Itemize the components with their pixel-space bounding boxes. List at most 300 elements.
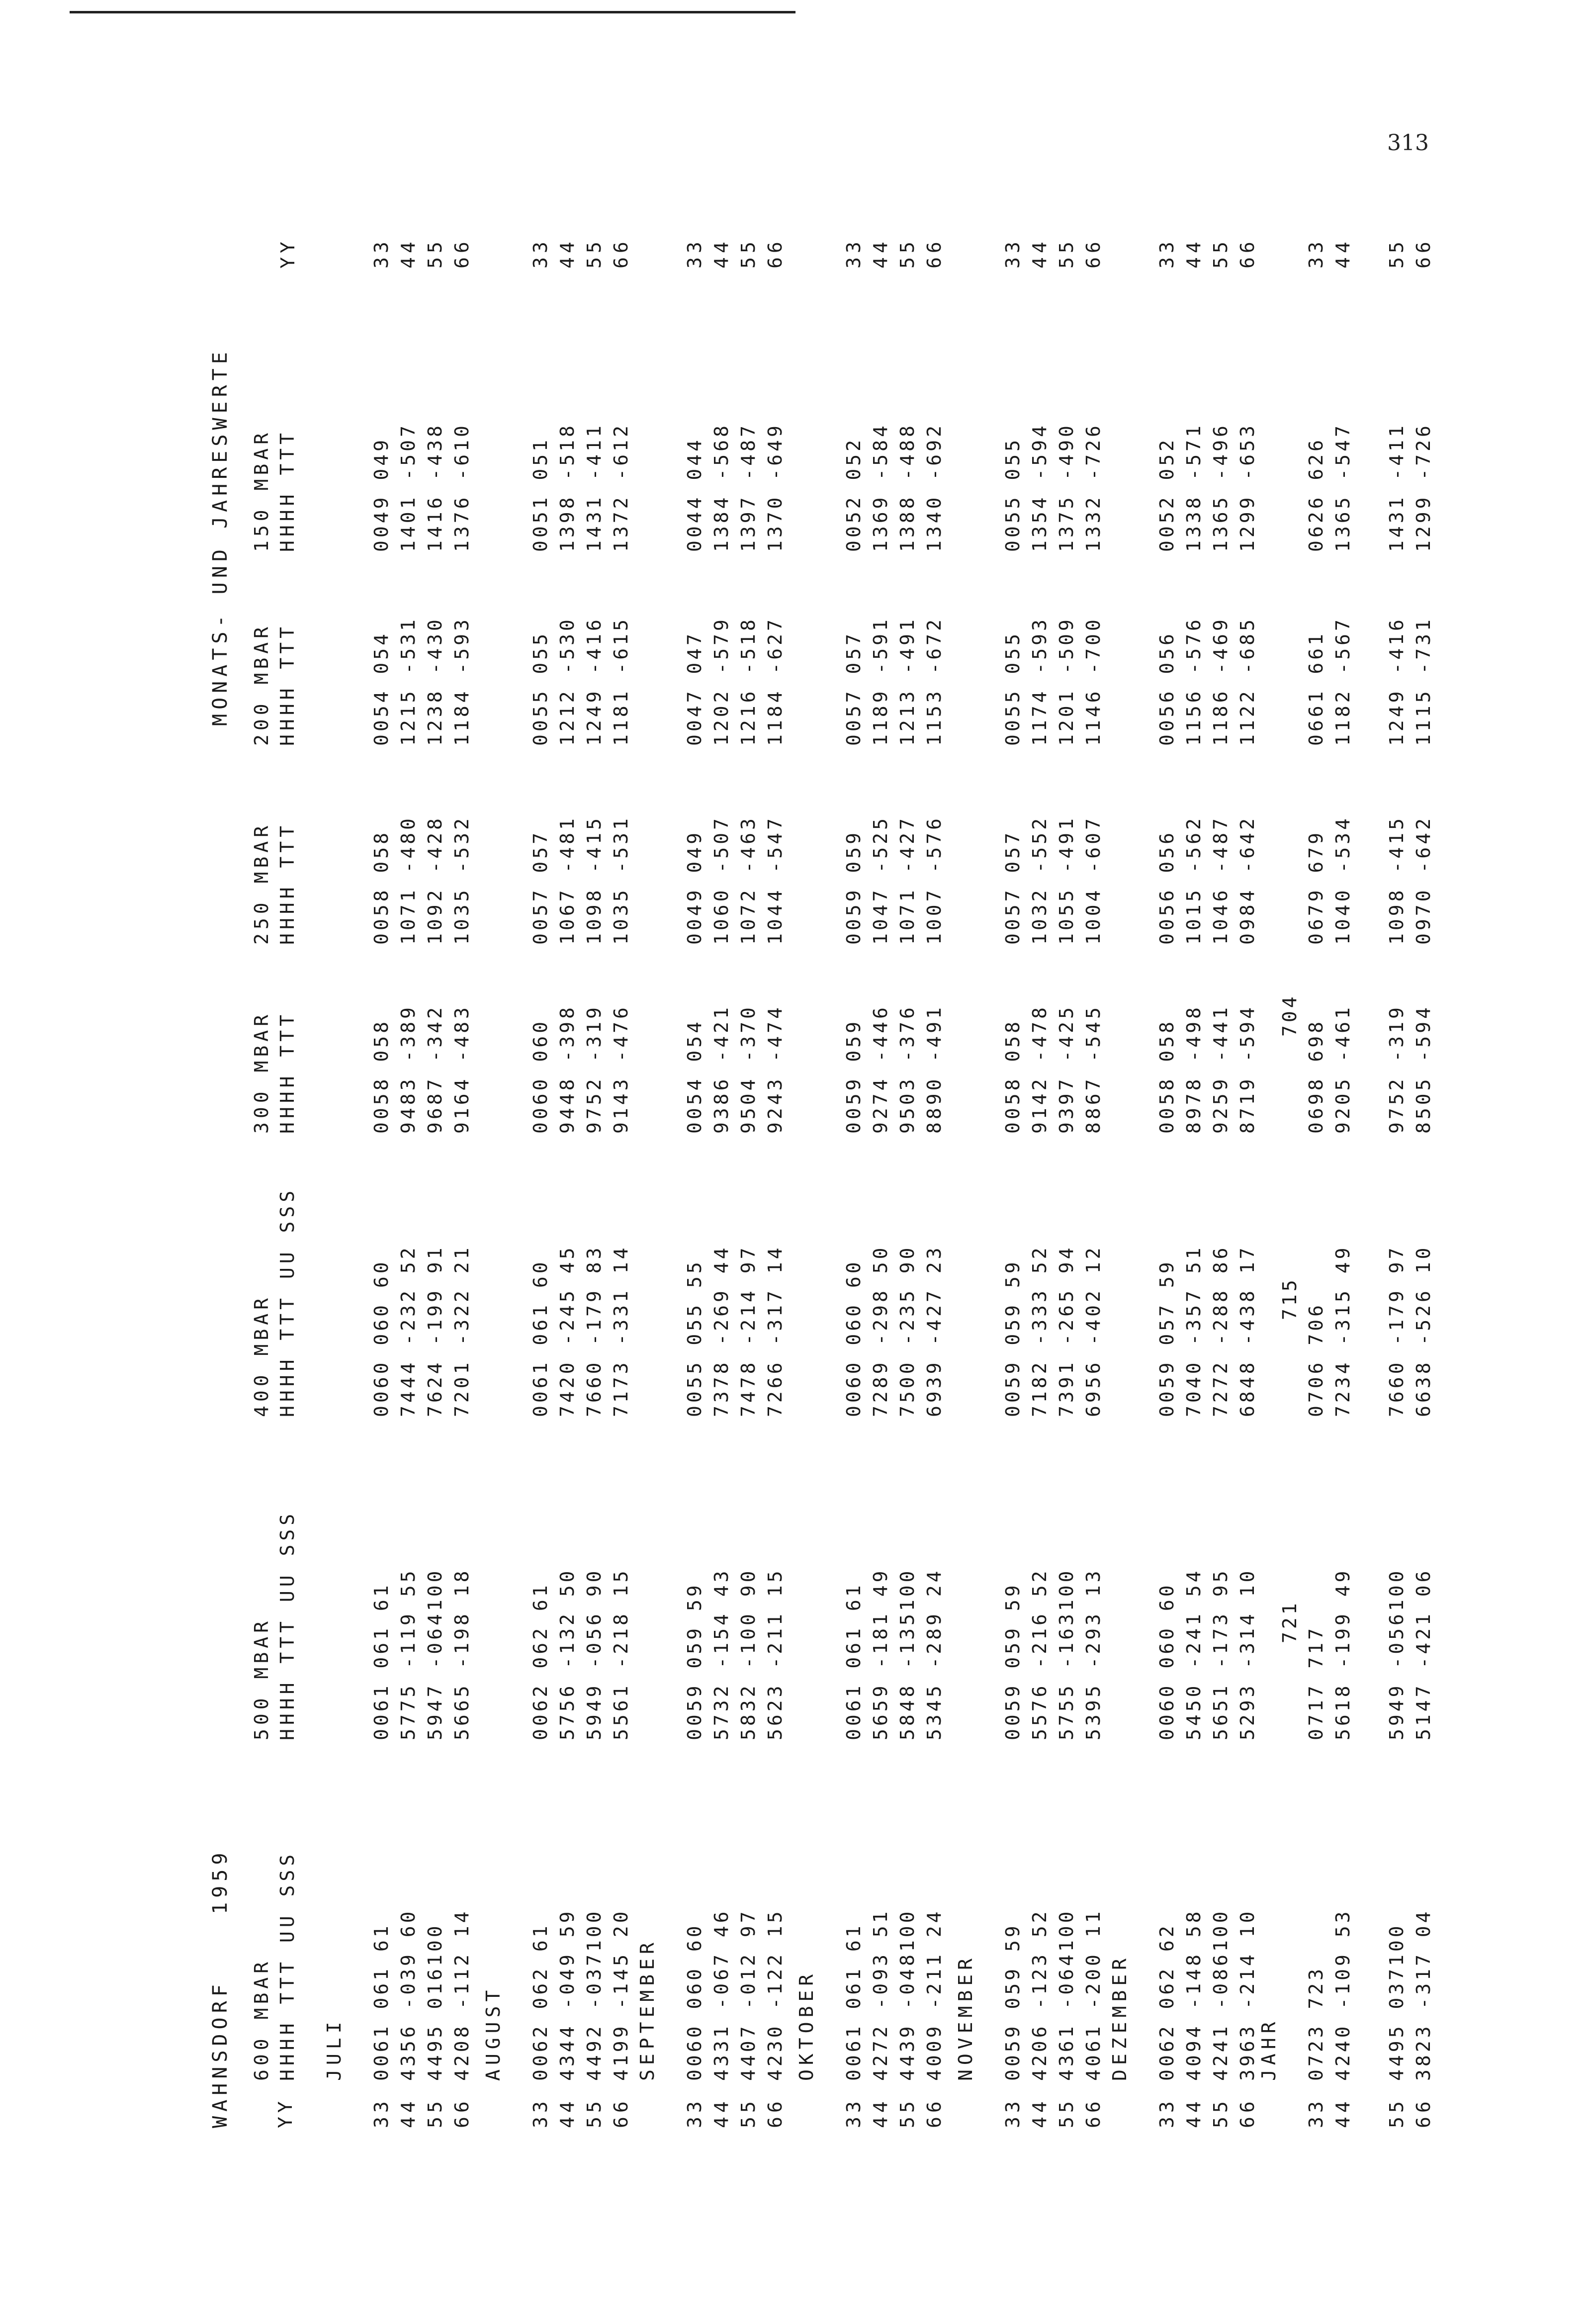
data-row: 9397 -425	[1056, 1004, 1077, 1134]
data-row: 1146 -700	[1082, 617, 1104, 746]
data-row: 9205 -461	[1332, 1004, 1354, 1134]
data-row: 4240 -109 53	[1332, 1908, 1354, 2081]
data-row: 1098 -415	[1386, 815, 1408, 945]
data-row: 4094 -148 58	[1183, 1908, 1205, 2081]
data-block-p150	[681, 423, 789, 552]
month-name: NOVEMBER	[955, 1954, 976, 2081]
yy-values	[840, 2097, 948, 2128]
column-header-400	[249, 1187, 300, 1417]
yy-values	[999, 2097, 1107, 2128]
data-row: 1071 -480	[397, 815, 419, 945]
data-row: 1372 -612	[610, 423, 632, 552]
column-header-150	[249, 429, 300, 552]
data-row: 0062 062 61	[530, 1923, 551, 2081]
data-row: 1365 -496	[1210, 423, 1232, 552]
yy-value: 55	[583, 238, 605, 268]
data-row: 4206 -123 52	[1029, 1908, 1051, 2081]
data-row: 0061 061 61	[843, 1582, 865, 1740]
data-row: 0059 057 59	[1156, 1259, 1178, 1417]
data-block-p300	[840, 1004, 948, 1134]
data-block-p250	[999, 815, 1107, 945]
yy-values-right	[1153, 238, 1261, 268]
data-row: 4061 -200 11	[1082, 1908, 1104, 2081]
data-row: 0061 061 61	[370, 1923, 392, 2081]
data-row: 9483 -389	[397, 1004, 419, 1134]
data-row: 1153 -672	[923, 617, 945, 746]
data-row: 0057 057	[1002, 829, 1024, 945]
yy-value: 44	[870, 238, 891, 268]
month-block-november	[955, 219, 1114, 2148]
yy-value	[1356, 2097, 1383, 2128]
yy-value: 33	[530, 238, 551, 268]
data-row: 4495 037100	[1386, 1923, 1408, 2081]
data-row: 9142 -478	[1029, 1004, 1051, 1134]
data-row: 4495 016100	[424, 1923, 446, 2081]
data-row: 1035 -531	[610, 815, 632, 945]
data-row: 0057 057	[530, 829, 551, 945]
data-row: 1186 -469	[1210, 617, 1232, 746]
data-row: 3823 -317 04	[1413, 1908, 1434, 2081]
data-row: 0060 060 60	[370, 1259, 392, 1417]
field-codes-label: HHHH TTT UU SSS	[276, 1186, 298, 1417]
column-header-600	[249, 1851, 300, 2081]
month-name: OKTOBER	[795, 1969, 817, 2081]
data-block-p600	[1153, 1908, 1261, 2081]
yy-value: 44	[710, 238, 732, 268]
data-row: 9752 -319	[1386, 1004, 1408, 1134]
data-row: 1375 -490	[1056, 423, 1077, 552]
data-row: 0060 060 60	[1156, 1582, 1178, 1740]
data-row: 1040 -534	[1332, 815, 1354, 945]
yy-value: 66	[1082, 2097, 1104, 2128]
pressure-level-label: 150 MBAR	[251, 429, 272, 552]
data-row: 4492 -037100	[583, 1908, 605, 2081]
data-row: 1202 -579	[710, 617, 732, 746]
column-header-500	[249, 1510, 300, 1740]
data-row: 1216 -518	[737, 617, 759, 746]
data-row: 0049 049	[370, 437, 392, 552]
data-row: 1376 -610	[451, 423, 473, 552]
yy-value: 44	[556, 2097, 578, 2128]
yy-value	[1356, 238, 1383, 268]
pressure-level-label: 400 MBAR	[251, 1294, 272, 1417]
yy-values	[527, 2097, 634, 2128]
data-row	[1356, 423, 1383, 552]
data-row: 1212 -530	[556, 617, 578, 746]
column-header-250	[249, 822, 300, 945]
data-block-p250	[527, 815, 634, 945]
data-row: 7660 -179 83	[583, 1245, 605, 1417]
data-row: 1369 -584	[870, 423, 891, 552]
yy-values	[368, 2097, 475, 2128]
data-block-p150	[840, 423, 948, 552]
data-block-p200	[1303, 617, 1437, 746]
data-block-p200	[999, 617, 1107, 746]
data-row: 1354 -594	[1029, 423, 1051, 552]
yy-value: 44	[1029, 238, 1051, 268]
data-row: 1004 -607	[1082, 815, 1104, 945]
data-row: 4331 -067 46	[710, 1908, 732, 2081]
data-row: 7378 -269 44	[710, 1245, 732, 1417]
data-row: 0970 -642	[1413, 815, 1434, 945]
data-row: 0059 059	[843, 1018, 865, 1134]
data-block-p500	[681, 1568, 789, 1740]
data-row: 1044 -547	[764, 815, 786, 945]
data-row: 0723 723	[1305, 1966, 1327, 2081]
data-block-p300	[368, 1004, 475, 1134]
data-row: 4356 -039 60	[397, 1908, 419, 2081]
data-row: 5618 -199 49	[1332, 1568, 1354, 1740]
data-row: 9504 -370	[737, 1004, 759, 1134]
data-row: 1047 -525	[870, 815, 891, 945]
data-row: 1249 -416	[1386, 617, 1408, 746]
data-block-p400	[999, 1245, 1107, 1417]
data-block-p300	[527, 1004, 634, 1134]
data-row: 5293 -314 10	[1237, 1568, 1258, 1740]
data-row: 1201 -509	[1056, 617, 1077, 746]
data-row: 1338 -571	[1183, 423, 1205, 552]
data-block-p600	[840, 1908, 948, 2081]
data-row: 1401 -507	[397, 423, 419, 552]
yy-value: 55	[424, 2097, 446, 2128]
field-codes-label: HHHH TTT	[276, 623, 298, 746]
data-block-p200	[1153, 617, 1261, 746]
data-row: 5450 -241 54	[1183, 1568, 1205, 1740]
yy-value: 44	[870, 2097, 891, 2128]
station-name: WAHNSDORF	[209, 1980, 232, 2128]
data-row: 1115 -731	[1413, 617, 1434, 746]
data-row: 1072 -463	[737, 815, 759, 945]
data-row	[1356, 1568, 1383, 1740]
data-row: 1046 -487	[1210, 815, 1232, 945]
data-row: 5147 -421 06	[1413, 1568, 1434, 1740]
data-block-p600	[527, 1908, 634, 2081]
data-row: 1007 -576	[923, 815, 945, 945]
data-row: 1365 -547	[1332, 423, 1354, 552]
yy-value: 33	[370, 238, 392, 268]
month-name: AUGUST	[482, 1985, 504, 2081]
data-row: 0061 061 61	[370, 1582, 392, 1740]
data-row: 5651 -173 95	[1210, 1568, 1232, 1740]
data-row: 4407 -012 97	[737, 1908, 759, 2081]
data-row: 0055 055	[1002, 437, 1024, 552]
data-block-p150	[368, 423, 475, 552]
data-block-p500	[840, 1568, 948, 1740]
data-row: 1181 -615	[610, 617, 632, 746]
yy-value: 33	[684, 238, 706, 268]
data-row: 1431 -411	[1386, 423, 1408, 552]
page-number: 313	[1387, 130, 1429, 156]
data-row: 1156 -576	[1183, 617, 1205, 746]
data-row: 9164 -483	[451, 1004, 473, 1134]
pressure-level-label: 500 MBAR	[251, 1617, 272, 1740]
yy-value: 66	[923, 238, 945, 268]
data-row: 9243 -474	[764, 1004, 786, 1134]
yy-value: 55	[424, 238, 446, 268]
data-row: 1055 -491	[1056, 815, 1077, 945]
data-block-p600	[1303, 1908, 1437, 2081]
data-block-p400	[681, 1245, 789, 1417]
data-row: 1184 -593	[451, 617, 473, 746]
field-codes-label: HHHH TTT UU SSS	[276, 1510, 298, 1740]
data-row: 5623 -211 15	[764, 1568, 786, 1740]
data-row: 1032 -552	[1029, 815, 1051, 945]
pressure-level-label: 600 MBAR	[251, 1958, 272, 2081]
data-row: 0055 055 55	[684, 1259, 706, 1417]
yy-value: 66	[610, 238, 632, 268]
data-row: 7201 -322 21	[451, 1245, 473, 1417]
yy-value: 33	[530, 2097, 551, 2128]
yy-value: 55	[1056, 2097, 1077, 2128]
month-block-oktober	[795, 219, 955, 2148]
yy-value: 55	[583, 2097, 605, 2128]
data-block-p400	[840, 1245, 948, 1417]
sss-value-600: 721	[1279, 1600, 1301, 1643]
column-header-200	[249, 623, 300, 746]
data-row: 3963 -214 10	[1237, 1908, 1258, 2081]
data-row: 4344 -049 59	[556, 1908, 578, 2081]
data-row: 6956 -402 12	[1082, 1245, 1104, 1417]
data-row: 7272 -288 86	[1210, 1245, 1232, 1417]
data-block-p500	[527, 1568, 634, 1740]
pressure-level-label: 200 MBAR	[251, 623, 272, 746]
data-row: 0049 049	[684, 829, 706, 945]
data-row: 5755 -163100	[1056, 1568, 1077, 1740]
data-row: 0061 061 61	[843, 1923, 865, 2081]
data-row: 0984 -642	[1237, 815, 1258, 945]
data-row	[1356, 1004, 1383, 1134]
yy-value: 44	[397, 2097, 419, 2128]
data-row: 1122 -685	[1237, 617, 1258, 746]
yy-values-right	[681, 238, 789, 268]
data-row: 0052 052	[1156, 437, 1178, 552]
data-row: 9503 -376	[896, 1004, 918, 1134]
data-row: 1182 -567	[1332, 617, 1354, 746]
data-block-p500	[368, 1568, 475, 1740]
month-block-jahr	[1258, 219, 1434, 2148]
month-name: DEZEMBER	[1109, 1954, 1131, 2081]
data-row: 1067 -481	[556, 815, 578, 945]
field-codes-label: HHHH TTT UU SSS	[276, 1850, 298, 2081]
yy-value: 55	[1386, 2097, 1408, 2128]
data-row: 5665 -198 18	[451, 1568, 473, 1740]
data-block-p400	[527, 1245, 634, 1417]
yy-value: 33	[1002, 2097, 1024, 2128]
data-row: 5395 -293 13	[1082, 1568, 1104, 1740]
data-row: 1299 -726	[1413, 423, 1434, 552]
yy-value: 55	[896, 2097, 918, 2128]
yy-values-right	[999, 238, 1107, 268]
yy-value: 66	[451, 2097, 473, 2128]
yy-value: 55	[737, 2097, 759, 2128]
yy-values-right	[840, 238, 948, 268]
report-title: MONATS- UND JAHRESWERTE	[209, 348, 232, 726]
yy-values-right	[368, 238, 475, 268]
yy-value: 44	[1332, 2097, 1354, 2128]
data-row: 0059 059 59	[1002, 1582, 1024, 1740]
data-row: 1174 -593	[1029, 617, 1051, 746]
yy-value: 66	[1082, 238, 1104, 268]
column-header-300	[249, 1011, 300, 1134]
data-row: 0055 055	[530, 630, 551, 746]
data-row: 4439 -048100	[896, 1908, 918, 2081]
data-block-p200	[681, 617, 789, 746]
top-rule	[70, 11, 795, 13]
report-year: 1959	[209, 1848, 232, 1914]
data-row: 8505 -594	[1413, 1004, 1434, 1134]
data-row: 0626 626	[1305, 437, 1327, 552]
data-row: 5659 -181 49	[870, 1568, 891, 1740]
yy-column-header-right: YY	[277, 238, 299, 268]
data-row: 0056 056	[1156, 630, 1178, 746]
data-row	[1356, 617, 1383, 746]
data-row: 4208 -112 14	[451, 1908, 473, 2081]
data-row: 0059 059	[843, 829, 865, 945]
data-row: 1098 -415	[583, 815, 605, 945]
data-block-p250	[840, 815, 948, 945]
data-block-p300	[1303, 1004, 1437, 1134]
pressure-level-label: 250 MBAR	[251, 821, 272, 945]
data-block-p500	[1153, 1568, 1261, 1740]
data-row: 0047 047	[684, 630, 706, 746]
month-block-september	[636, 219, 795, 2148]
data-row: 7500 -235 90	[896, 1245, 918, 1417]
data-block-p250	[1303, 815, 1437, 945]
yy-value: 33	[843, 238, 865, 268]
data-block-p150	[999, 423, 1107, 552]
data-row: 9143 -476	[610, 1004, 632, 1134]
data-row: 9687 -342	[424, 1004, 446, 1134]
data-row	[1356, 1908, 1383, 2081]
yy-value: 33	[1156, 238, 1178, 268]
yy-value: 66	[764, 238, 786, 268]
data-row: 1184 -627	[764, 617, 786, 746]
month-name: JULI	[323, 2017, 345, 2081]
yy-value: 44	[1332, 238, 1354, 268]
data-row: 1035 -532	[451, 815, 473, 945]
data-row: 9752 -319	[583, 1004, 605, 1134]
data-row: 4230 -122 15	[764, 1908, 786, 2081]
data-row: 5832 -100 90	[737, 1568, 759, 1740]
yy-value: 33	[1156, 2097, 1178, 2128]
yy-value: 66	[1413, 238, 1434, 268]
data-row: 0058 058	[1002, 1018, 1024, 1134]
data-row: 0060 060 60	[684, 1923, 706, 2081]
data-row: 8867 -545	[1082, 1004, 1104, 1134]
data-row: 6848 -438 17	[1237, 1245, 1258, 1417]
data-row: 0044 044	[684, 437, 706, 552]
yy-value: 33	[843, 2097, 865, 2128]
data-row: 9448 -398	[556, 1004, 578, 1134]
data-block-p400	[1303, 1245, 1437, 1417]
data-row: 7266 -317 14	[764, 1245, 786, 1417]
data-block-p400	[1153, 1245, 1261, 1417]
yy-value: 66	[451, 238, 473, 268]
data-row: 1388 -488	[896, 423, 918, 552]
data-block-p300	[681, 1004, 789, 1134]
yy-value: 66	[1413, 2097, 1434, 2128]
data-row: 0060 060 60	[843, 1259, 865, 1417]
yy-value: 33	[1002, 238, 1024, 268]
month-block-august	[482, 219, 641, 2148]
data-row: 4241 -086100	[1210, 1908, 1232, 2081]
data-row: 0059 059 59	[1002, 1259, 1024, 1417]
data-row: 7624 -199 91	[424, 1245, 446, 1417]
yy-value: 66	[764, 2097, 786, 2128]
data-row: 5345 -289 24	[923, 1568, 945, 1740]
yy-column-header: YY	[274, 2097, 296, 2128]
data-row: 0051 051	[530, 437, 551, 552]
data-row: 7478 -214 97	[737, 1245, 759, 1417]
data-block-p500	[1303, 1568, 1437, 1740]
data-block-p150	[1153, 423, 1261, 552]
yy-value: 33	[1305, 238, 1327, 268]
data-row: 6638 -526 10	[1413, 1245, 1434, 1417]
data-row: 7289 -298 50	[870, 1245, 891, 1417]
data-row: 7420 -245 45	[556, 1245, 578, 1417]
yy-value: 33	[370, 2097, 392, 2128]
data-row: 5947 -064100	[424, 1568, 446, 1740]
data-row: 0062 062 61	[530, 1582, 551, 1740]
data-row: 0059 059 59	[684, 1582, 706, 1740]
data-row: 1340 -692	[923, 423, 945, 552]
data-row: 1249 -416	[583, 617, 605, 746]
data-row: 0054 054	[684, 1018, 706, 1134]
data-row: 0062 062 62	[1156, 1923, 1178, 2081]
pressure-level-label: 300 MBAR	[251, 1010, 272, 1134]
yy-value: 66	[610, 2097, 632, 2128]
data-row: 1398 -518	[556, 423, 578, 552]
data-row: 0057 057	[843, 630, 865, 746]
data-row: 5576 -216 52	[1029, 1568, 1051, 1740]
data-row: 1431 -411	[583, 423, 605, 552]
data-row: 7182 -333 52	[1029, 1245, 1051, 1417]
data-row: 1384 -568	[710, 423, 732, 552]
rotated-table-sheet	[209, 219, 1482, 2148]
yy-values	[1303, 2097, 1437, 2128]
data-row: 1299 -653	[1237, 423, 1258, 552]
data-block-p250	[681, 815, 789, 945]
yy-value: 44	[556, 238, 578, 268]
data-row: 1397 -487	[737, 423, 759, 552]
yy-value: 44	[397, 238, 419, 268]
field-codes-label: HHHH TTT	[276, 821, 298, 945]
data-row: 7660 -179 97	[1386, 1245, 1408, 1417]
data-row: 5949 -056100	[1386, 1568, 1408, 1740]
month-name: JAHR	[1258, 2017, 1280, 2081]
data-row: 1060 -507	[710, 815, 732, 945]
yy-value: 55	[1210, 2097, 1232, 2128]
data-row	[1356, 815, 1383, 945]
data-block-p600	[999, 1908, 1107, 2081]
data-row: 1332 -726	[1082, 423, 1104, 552]
yy-value: 66	[1237, 238, 1258, 268]
data-row: 0052 052	[843, 437, 865, 552]
data-row: 1092 -428	[424, 815, 446, 945]
yy-value: 66	[1237, 2097, 1258, 2128]
data-row: 7444 -232 52	[397, 1245, 419, 1417]
data-row: 7234 -315 49	[1332, 1245, 1354, 1417]
yy-value: 66	[923, 2097, 945, 2128]
data-block-p600	[681, 1908, 789, 2081]
data-row: 5732 -154 43	[710, 1568, 732, 1740]
data-row: 5848 -135100	[896, 1568, 918, 1740]
data-row: 1215 -531	[397, 617, 419, 746]
data-block-p300	[1153, 1004, 1261, 1134]
data-row: 1071 -427	[896, 815, 918, 945]
data-row: 0058 058	[1156, 1018, 1178, 1134]
yy-values	[1153, 2097, 1261, 2128]
